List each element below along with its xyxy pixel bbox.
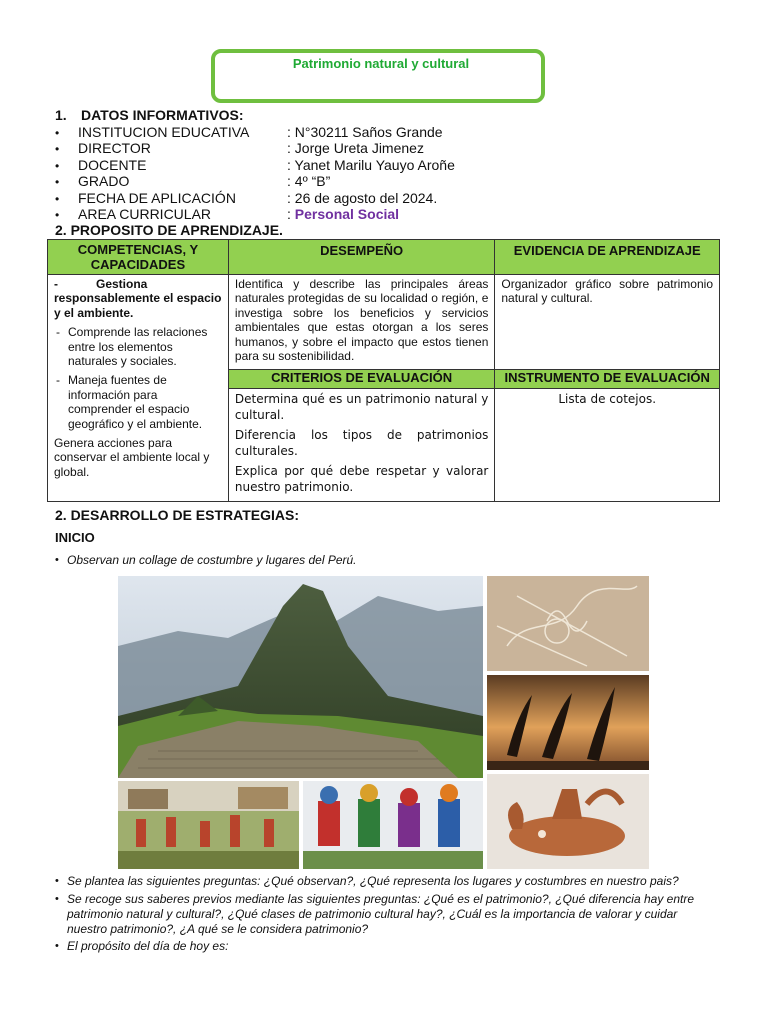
info-value: : N°30211 Saños Grande: [287, 124, 443, 140]
capacidad-extra: Genera acciones para conservar el ambiente local y global.: [54, 436, 210, 479]
nazca-lines-photo: [487, 576, 649, 671]
totora-boats-photo: [487, 675, 649, 770]
header-criterios: CRITERIOS DE EVALUACIÓN: [228, 370, 494, 389]
area-curricular-value: Personal Social: [294, 206, 400, 222]
info-label: DOCENTE: [78, 157, 147, 173]
list-item: - Maneja fuentes de información para comprender el espacio geográfico y el ambiente.: [54, 373, 222, 431]
info-label: GRADO: [78, 173, 130, 189]
info-label: FECHA DE APLICACIÓN: [78, 190, 236, 206]
info-value: : 4º “B”: [287, 173, 331, 189]
bullet-saberes: • Se recoge sus saberes previos mediante las siguientes preguntas: ¿Qué es el patrimonio?, ¿Qué diferencia hay entre patrimonio natural y cultural?, ¿Qué clases de patrimonio cultural hay?, ¿Cuál es la importancia de valorar y cuidar nuestro patrimonio?, ¿A qué se le considera patrimonio?: [55, 892, 695, 936]
info-value: : 26 de agosto del 2024.: [287, 190, 438, 206]
info-label: INSTITUCION EDUCATIVA: [78, 124, 250, 140]
info-row-docente: • DOCENTE : Yanet Marilu Yauyo Aroñe: [55, 157, 455, 173]
learning-purpose-table: [47, 239, 720, 502]
folk-dance-photo: [118, 781, 299, 869]
ceramic-huaco-photo: [487, 774, 649, 869]
bullet-preguntas: • Se plantea las siguientes preguntas: ¿Qué observan?, ¿Qué representa los lugares y costumbres en nuestro pais?: [55, 874, 679, 888]
criterios-cell: [228, 389, 494, 502]
info-row-grado: • GRADO : 4º “B”: [55, 173, 331, 189]
header-instrumento: INSTRUMENTO DE EVALUACIÓN: [495, 370, 720, 389]
info-value: : Personal Social: [287, 206, 400, 222]
info-row-fecha: • FECHA DE APLICACIÓN : 26 de agosto del 2024.: [55, 190, 438, 206]
evidencia-cell: Organizador gráfico sobre patrimonio natural y cultural.: [495, 275, 720, 370]
section-number: 1.: [55, 107, 67, 123]
capacidades-list: [54, 325, 222, 431]
header-desempeno: DESEMPEÑO: [228, 240, 494, 275]
info-row-director: • DIRECTOR : Jorge Ureta Jimenez: [55, 140, 424, 156]
instrumento-cell: Lista de cotejos.: [495, 389, 720, 502]
info-value: : Jorge Ureta Jimenez: [287, 140, 424, 156]
list-item: - Comprende las relaciones entre los elementos naturales y sociales.: [54, 325, 222, 368]
section-proposito-heading: 2. PROPOSITO DE APRENDIZAJE.: [55, 222, 283, 238]
criterio-item: Explica por qué debe respetar y valorar nuestro patrimonio.: [234, 464, 489, 494]
criterio-item: Diferencia los tipos de patrimonios culturales.: [234, 428, 489, 458]
info-value: : Yanet Marilu Yauyo Aroñe: [287, 157, 455, 173]
bullet-collage: • Observan un collage de costumbre y lugares del Perú.: [55, 553, 357, 567]
page-title: Patrimonio natural y cultural: [292, 56, 470, 71]
section-estrategias-heading: 2. DESARROLLO DE ESTRATEGIAS:: [55, 507, 299, 523]
header-competencias: COMPETENCIAS, Y CAPACIDADES: [48, 240, 229, 275]
criterio-item: Determina qué es un patrimonio natural y cultural.: [234, 392, 489, 422]
desempeno-cell: Identifica y describe las principales áreas naturales protegidas de su localidad o región, e investiga sobre los beneficios y servicios ambientales que estas otorgan a los seres humanos, y sobre el impacto que estos tienen para su sostenibilidad.: [228, 275, 494, 370]
section-heading-text: DATOS INFORMATIVOS:: [81, 107, 244, 123]
machu-picchu-photo: [118, 576, 483, 778]
bullet-proposito: • El propósito del día de hoy es:: [55, 939, 229, 953]
info-row-institucion: • INSTITUCION EDUCATIVA : N°30211 Saños Grande: [55, 124, 443, 140]
scissors-dancers-photo: [303, 781, 483, 869]
competencias-cell: [48, 275, 229, 502]
section-datos-heading: [55, 107, 244, 123]
info-label: AREA CURRICULAR: [78, 206, 212, 222]
inicio-heading: INICIO: [55, 530, 95, 545]
header-evidencia: EVIDENCIA DE APRENDIZAJE: [495, 240, 720, 275]
info-row-area: • AREA CURRICULAR : Personal Social: [55, 206, 400, 222]
competencia-title: - Gestiona responsablemente el espacio y el ambiente.: [54, 277, 222, 320]
info-label: DIRECTOR: [78, 140, 151, 156]
